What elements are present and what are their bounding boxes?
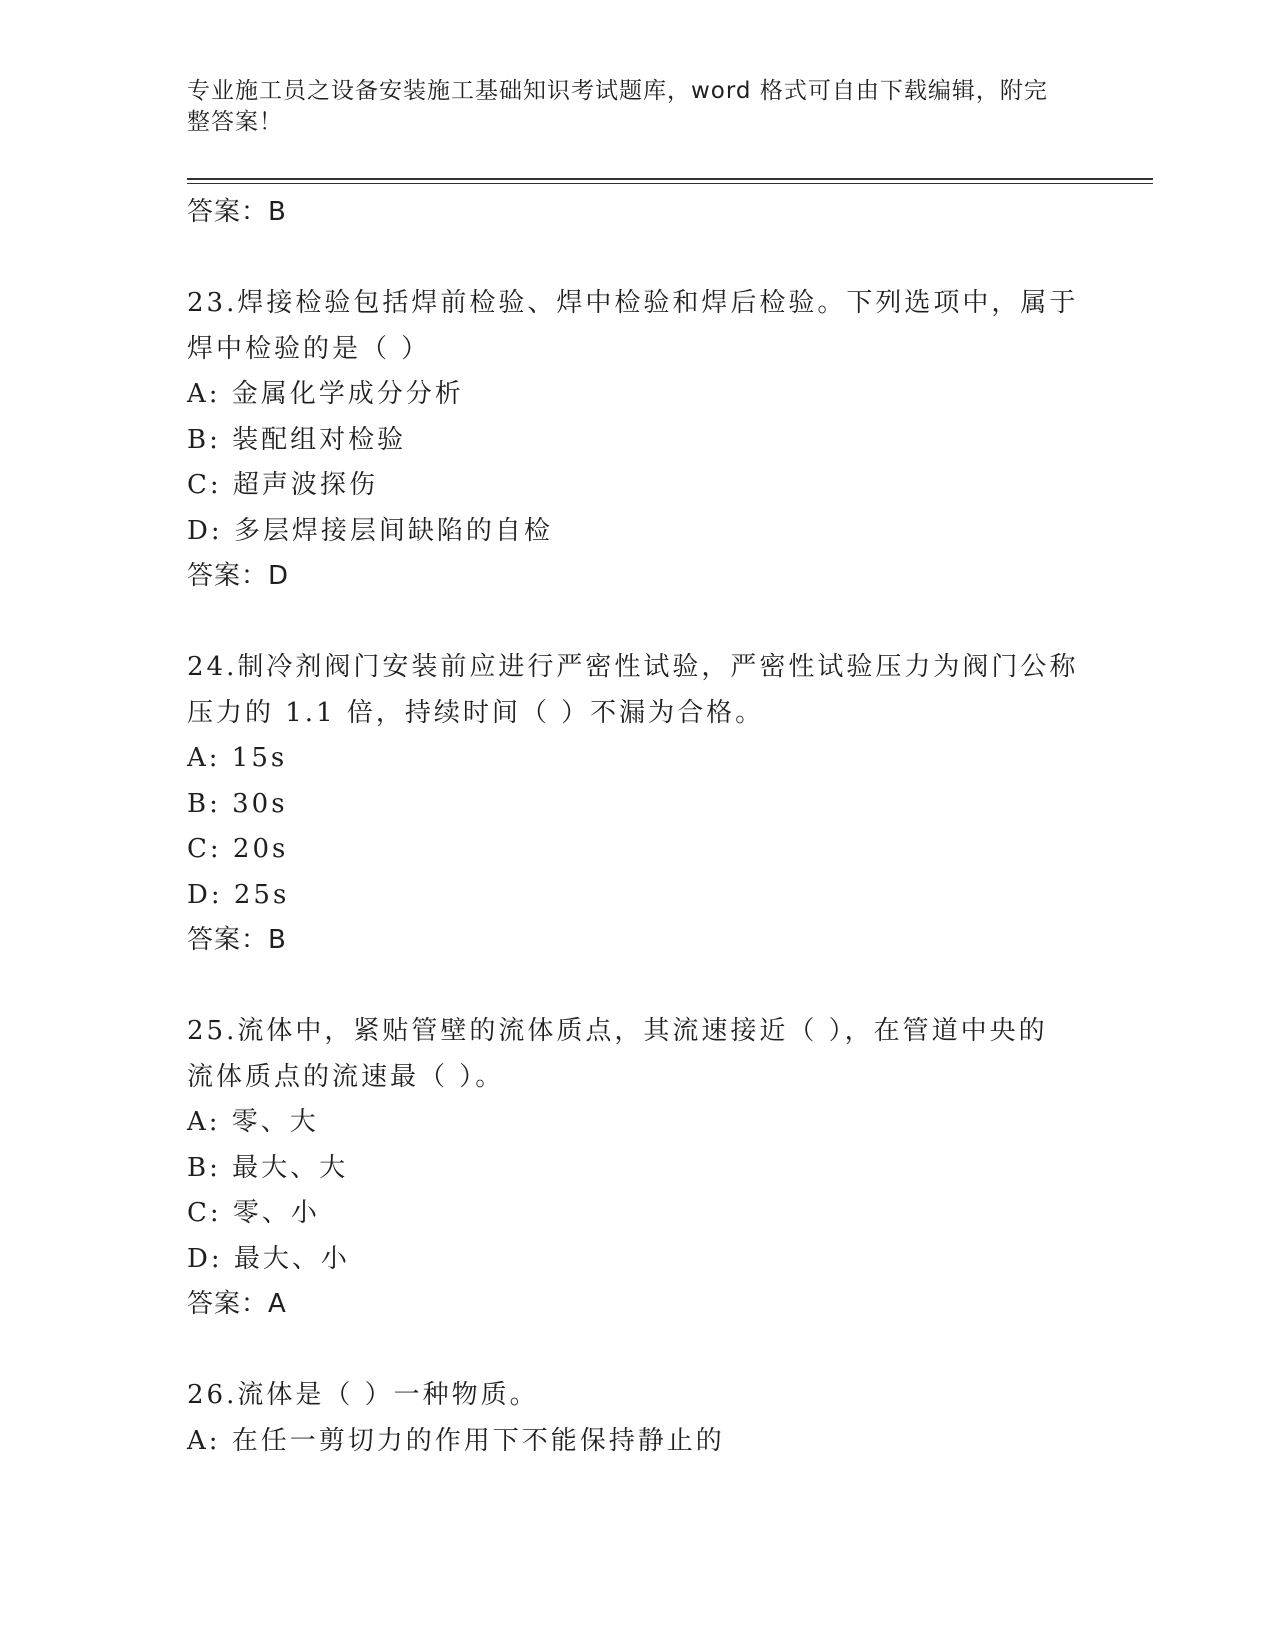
spacer	[187, 236, 1087, 282]
answer: 答案：D	[187, 561, 290, 591]
document-header	[187, 76, 1067, 138]
option-c: C: 零、小	[187, 1198, 320, 1228]
question-stem: 26.流体是（ ）一种物质。	[187, 1380, 539, 1410]
option-d: D: 25s	[187, 879, 290, 910]
option-a: A: 在任一剪切力的作用下不能保持静止的	[187, 1425, 725, 1456]
option-b: B: 最大、大	[187, 1152, 349, 1183]
question-stem: 24.制冷剂阀门安装前应进行严密性试验，严密性试验压力为阀门公称	[187, 652, 1079, 682]
option-a: A: 15s	[187, 743, 288, 773]
option-b: B: 30s	[187, 788, 288, 819]
spacer	[187, 1328, 1087, 1374]
spacer	[187, 600, 1087, 646]
question-24	[187, 645, 1087, 964]
header-line-1: 专业施工员之设备安装施工基础知识考试题库，word 格式可自由下载编辑，附完	[187, 78, 1048, 104]
option-b: B: 装配组对检验	[187, 424, 407, 455]
header-divider-thin	[187, 183, 1153, 184]
question-26	[187, 1373, 1087, 1464]
option-c: C: 20s	[187, 834, 289, 864]
answer-prev: 答案：B	[187, 197, 287, 227]
option-a: A: 零、大	[187, 1107, 319, 1137]
question-25	[187, 1009, 1087, 1328]
question-stem: 压力的 1.1 倍，持续时间（ ）不漏为合格。	[187, 697, 765, 728]
option-c: C: 超声波探伤	[187, 470, 378, 500]
header-line-2: 整答案！	[187, 109, 283, 135]
option-a: A: 金属化学成分分析	[187, 379, 464, 409]
option-d: D: 多层焊接层间缺陷的自检	[187, 515, 553, 546]
question-stem: 流体质点的流速最（ ）。	[187, 1061, 505, 1092]
spacer	[187, 964, 1087, 1010]
question-23	[187, 281, 1087, 600]
question-stem: 焊中检验的是（ ）	[187, 333, 431, 364]
question-stem: 23.焊接检验包括焊前检验、焊中检验和焊后检验。下列选项中，属于	[187, 288, 1079, 318]
option-d: D: 最大、小	[187, 1243, 350, 1274]
answer: 答案：B	[187, 925, 287, 955]
answer: 答案：A	[187, 1289, 287, 1319]
header-divider-thick	[187, 178, 1153, 180]
question-stem: 25.流体中，紧贴管壁的流体质点，其流速接近（ ），在管道中央的	[187, 1016, 1048, 1046]
question-list	[187, 190, 1087, 1464]
